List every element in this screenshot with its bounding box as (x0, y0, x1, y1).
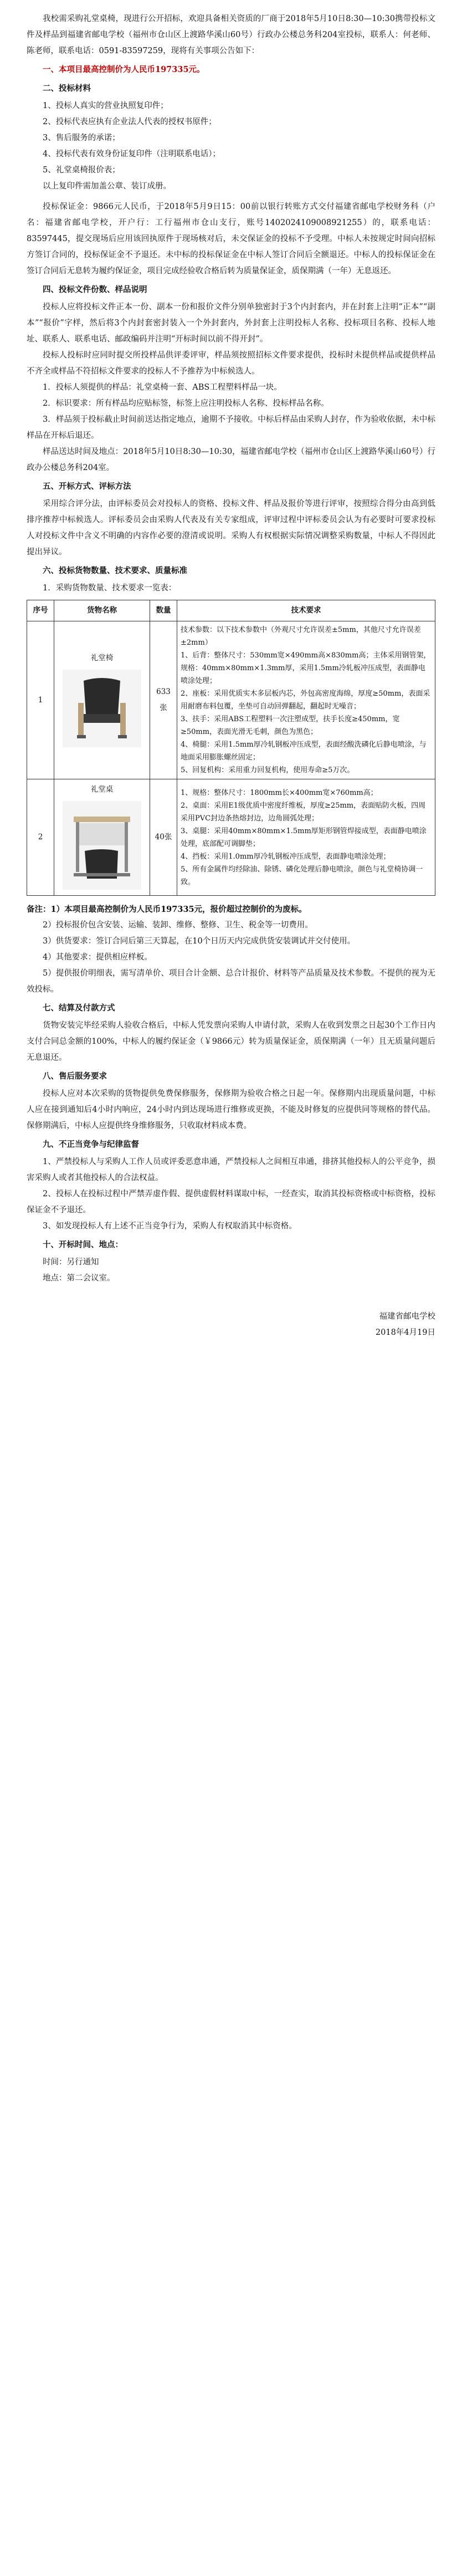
section-6-sub: 1．采购货物数量、技术要求一览表： (43, 584, 177, 593)
material-item-2: 2、投标代表应执有企业法人代表的授权书原件； (43, 118, 217, 126)
section-6-heading: 六、投标货物数量、技术要求、质量标准 (43, 566, 187, 575)
section-9-item-2: 2、投标人在投标过程中严禁弄虚作假、提供虚假材料谋取中标，一经查实，取消其投标资格或中标资格，投标保证金不予退还。 (27, 1190, 435, 1215)
table-header-row (27, 600, 435, 621)
sample-time: 样品送达时间及地点：2018年5月10日8:30—10:30，福建省邮电学校（福州市仓山区上渡路华溪山60号）行政办公楼总务科204室。 (27, 447, 435, 472)
row1-name: 礼堂椅 (90, 653, 114, 662)
row2-qty: 40张 (150, 779, 177, 896)
row2-spec-3: 3、桌腿：采用40mm×80mm×1.5mm厚矩形钢管焊接成型，表面静电喷涂处理，底部配可调脚垫； (181, 827, 427, 848)
intro-paragraph: 我校需采购礼堂桌椅，现进行公开招标，欢迎具备相关资质的厂商于2018年5月10日8:30—10:30携带投标文件及样品到福建省邮电学校（福州市仓山区上渡路华溪山60号）行政办公楼总务科204室投标，联系人：何老师、陈老师，联系电话：0591-83597259，现将有关事项公告如下： (27, 14, 435, 55)
section-4-heading: 四、投标文件份数、样品说明 (43, 285, 147, 294)
section-8-paragraph: 投标人应对本次采购的货物提供免费保修服务，保修期为验收合格之日起一年。保修期内出现质量问题，中标人应在接到通知后4小时内响应，24小时内到达现场进行维修或更换，不能及时修复的应提供同等规格的替代品。保修期满后，中标人应提供终身维修服务，只收取材料成本费。 (27, 1089, 435, 1130)
row2-spec-4: 4、挡板：采用1.0mm厚冷轧钢板冲压成型，表面静电喷涂处理； (181, 852, 391, 861)
note-4: 4）其他要求：提供相应样板。 (43, 953, 152, 962)
row1-spec-5: 5、回复机构：采用重力回复机构，使用寿命≥5万次。 (181, 766, 355, 774)
material-item-1: 1、投标人真实的营业执照复印件； (43, 101, 168, 110)
row2-spec (177, 779, 435, 896)
th-no: 序号 (27, 600, 54, 621)
note-1: 备注：1）本项目最高控制价为人民币197335元，报价超过控制价的为废标。 (27, 905, 307, 914)
section-9-item-3: 3、如发现投标人有上述不正当竞争行为，采购人有权取消其中标资格。 (43, 1222, 297, 1231)
section-5-heading: 五、开标方式、评标方法 (43, 482, 131, 491)
row1-no: 1 (27, 621, 54, 779)
section-4-p1: 投标人应将投标文件正本一份、副本一份和报价文件分别单独密封于3个内封套内，并在封套上注明“正本”“副本”“报价”字样，然后将3个内封套密封装入一个外封套内，外封套上注明投标人名称、投标项目名称、投标人地址、联系人、联系电话、邮政编码并注明“开标时间以前不得开封”。 (27, 303, 435, 344)
row1-spec-2: 2、座板：采用优质实木多层板内芯，外包高密度海绵，厚度≥50mm，表面采用耐磨布料包覆，坐垫可自动回弹翻起，翻起时无噪音； (181, 690, 430, 711)
section-10-heading: 十、开标时间、地点： (43, 1240, 123, 1249)
row1-spec (177, 621, 435, 779)
section-4-p2: 投标人投标时应同时提交所投样品供评委评审，样品须按照招标文件要求提供，投标时未提供样品或提供样品不齐全或样品不符招标文件要求的投标人不予推荐为中标候选人。 (27, 351, 435, 376)
material-item-3: 3、售后服务的承诺； (43, 134, 120, 142)
section-8-heading: 八、售后服务要求 (43, 1072, 107, 1081)
section-9-heading: 九、不正当竞争与纪律监督 (43, 1140, 139, 1149)
row2-spec-2: 2、桌面：采用E1级优质中密度纤维板，厚度≥25mm，表面贴防火板，四周采用PVC封边条热熔封边，边角圆弧处理； (181, 801, 426, 823)
goods-table (27, 600, 435, 896)
th-name: 货物名称 (54, 600, 150, 621)
table-row (27, 779, 435, 896)
sample-item-2: 2．标识要求：所有样品均应贴标签，标签上应注明投标人名称、投标样品名称。 (43, 399, 329, 408)
row1-spec-1: 1、后背：整体尺寸：530mm宽×490mm高×830mm高；主体采用钢管架，规格：40mm×80mm×1.3mm厚，采用1.5mm冷轧板冲压成型，表面静电喷涂处理； (181, 651, 431, 685)
section-7-heading: 七、结算及付款方式 (43, 1003, 115, 1013)
section-1-heading: 一、本项目最高控制价为人民币197335元。 (43, 65, 205, 74)
note-2: 2）投标报价包含安装、运输、装卸、维修、整修、卫生、税金等一切费用。 (43, 921, 313, 930)
row2-name: 礼堂桌 (90, 785, 114, 794)
table-row (27, 621, 435, 779)
signature-date: 2018年4月19日 (375, 1328, 435, 1337)
material-item-4: 4、投标代表有效身份证复印件（注明联系电话）； (43, 150, 220, 159)
sample-item-1: 1．投标人须提供的样品：礼堂桌椅一套、ABS工程塑料样品一块。 (43, 383, 282, 392)
section-2-heading: 二、投标材料 (43, 84, 91, 93)
note-5: 5）提供报价明细表，需写清单价、项目合计金额、总合计报价、材料等产品质量及技术参数。不提供的视为无效投标。 (27, 969, 435, 994)
opening-place: 地点：第二会议室。 (43, 1274, 115, 1283)
note-3: 3）供货要求：签订合同后第三天算起，在10个日历天内完成供货安装调试并交付使用。 (43, 937, 356, 946)
row1-spec-3: 3、扶手：采用ABS工程塑料一次注塑成型，扶手长度≥450mm，宽≥50mm，表面光滑无毛刺，颜色为黑色； (181, 715, 400, 736)
row1-spec-4: 4、椅腿：采用1.5mm厚冷轧钢板冲压成型，表面经酸洗磷化后静电喷涂，与地面采用膨胀螺丝固定； (181, 741, 427, 762)
section-9-item-1: 1、严禁投标人与采购人工作人员或评委恶意串通，严禁投标人之间相互串通，排挤其他投标人的公平竞争，损害采购人或者其他投标人的合法权益。 (27, 1157, 435, 1182)
row2-spec-1: 1、规格：整体尺寸：1800mm长×400mm宽×760mm高； (181, 788, 378, 797)
th-spec: 技术要求 (177, 600, 435, 621)
opening-time: 时间：另行通知 (43, 1258, 99, 1267)
signature-org: 福建省邮电学校 (379, 1312, 435, 1321)
auditorium-chair-image (63, 670, 141, 747)
section-7-paragraph: 货物安装完毕经采购人验收合格后，中标人凭发票向采购人申请付款，采购人在收到发票之日起30个工作日内支付合同总金额的100%，中标人的履约保证金（￥9866元）转为质量保证金，质保期满（一年）且无质量问题后无息退还。 (27, 1021, 435, 1062)
row2-name-cell (54, 779, 150, 896)
row1-spec-title: 技术参数：以下技术参数中（外观尺寸允许误差±5mm，其他尺寸允许误差±2mm） (181, 626, 421, 647)
th-qty: 数量 (150, 600, 177, 621)
deposit-paragraph: 投标保证金：9866元人民币，于2018年5月9日15：00前以银行转账方式交付福建省邮电学校财务科（户名：福建省邮电学校，开户行：工行福州市仓山支行，账号1402024109008921255）的，联系电话：83597445，提交现场后应用该回执原件于现场核对后，未交保证金的投标不予受理。中标人未按规定时间向招标方签订合同的，投标保证金不予退还。未中标的投标保证金在中标人签订合同后全额退还。中标人的投标保证金在签订合同后无息转为履约保证金，项目完成经验收合格后转为质量保证金，质保期满（一年）无息返还。 (27, 202, 435, 276)
sample-item-3: 3．样品须于投标截止时间前送达指定地点，逾期不予接收。中标后样品由采购人封存，作为验收依据，未中标样品在开标后退还。 (27, 415, 435, 440)
row2-no: 2 (27, 779, 54, 896)
section-5-paragraph: 采用综合评分法，由评标委员会对投标人的资格、投标文件、样品及报价等进行评审，按照综合得分由高到低排序推荐中标候选人。评标委员会由采购人代表及有关专家组成，评审过程中评标委员会认为有必要时可要求投标人对投标文件中含义不明确的内容作必要的澄清或说明。采购人有权根据实际情况调整采购数量，中标人不得因此提出异议。 (27, 499, 435, 557)
row2-spec-5: 5、所有金属件均经除油、除锈、磷化处理后静电喷涂，颜色与礼堂椅协调一致。 (181, 865, 423, 886)
material-item-5: 5、礼堂桌椅报价表； (43, 166, 120, 175)
row1-qty: 633张 (150, 621, 177, 779)
row1-name-cell (54, 621, 150, 779)
auditorium-desk-image (63, 801, 141, 890)
material-note-1: 以上复印件需加盖公章、装订成册。 (43, 182, 171, 191)
